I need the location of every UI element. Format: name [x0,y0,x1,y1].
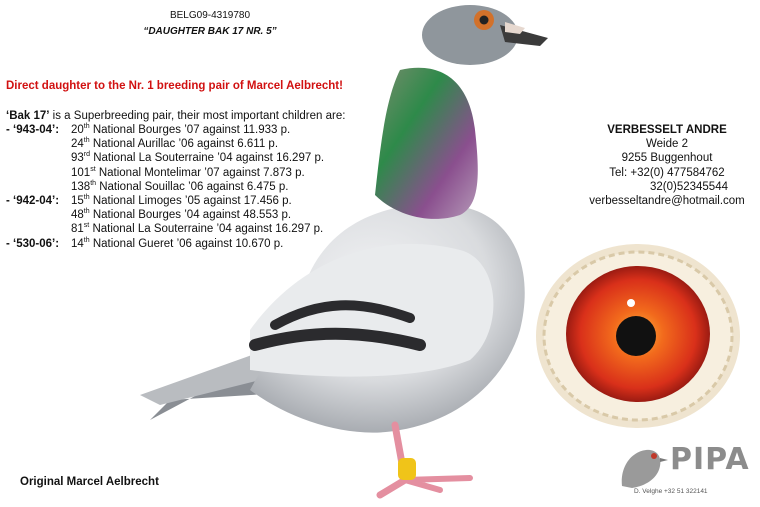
result-row [6,166,324,180]
origin-credit: Original Marcel Aelbrecht [20,476,159,488]
logo-credit: D. Velghe +32 51 322141 [634,488,708,495]
contact-block [578,123,756,208]
result-text: 93rd National La Souterraine ’04 against 16.297 p. [71,151,325,165]
street-address: Weide 2 [646,138,688,151]
phone-primary: Tel: +32(0) 477584762 [609,166,725,179]
result-code: - ‘530-06’: [6,237,60,250]
intro-line [6,110,345,122]
result-text: 20th National Bourges ’07 against 11.933 p. [71,123,291,136]
pigeon-photo [130,0,560,507]
result-code [6,151,71,165]
result-row [6,180,324,194]
pigeon-nickname: “DAUGHTER BAK 17 NR. 5” [143,26,277,37]
intro-text: is a Superbreeding pair, their most important children are: [49,110,346,122]
result-row [6,123,324,137]
result-row [6,151,324,165]
result-row [6,208,324,222]
result-code [6,208,71,222]
breeding-pair-name: ‘Bak 17’ [6,110,50,122]
eye-closeup [530,236,750,436]
headline: Direct daughter to the Nr. 1 breeding pair of Marcel Aelbrecht! [6,80,343,92]
owner-name: VERBESSELT ANDRE [607,124,727,136]
results-list [6,123,324,251]
city-address: 9255 Buggenhout [621,152,713,165]
result-text: 101st National Montelimar ’07 against 7.873 p. [71,165,305,179]
result-text: 14th National Gueret ’06 against 10.670 p. [71,236,284,250]
result-text: 138th National Souillac ’06 against 6.475 p. [71,179,289,193]
result-text: 15th National Limoges ’05 against 17.456 p. [71,194,292,208]
logo-brand: PIPA [670,442,750,477]
result-text: 81st National La Souterraine ’04 against 16.297 p. [71,222,324,236]
result-row [6,222,324,236]
result-text: 24th National Aurillac ’06 against 6.611 p. [71,137,279,151]
email-address: verbesseltandre@hotmail.com [589,195,745,208]
result-text: 48th National Bourges ’04 against 48.553 p. [71,208,292,222]
result-row [6,137,324,151]
result-code [6,180,71,194]
result-row [6,194,324,208]
result-code [6,166,71,180]
pigeon-logo-icon [610,438,670,494]
result-code: - ‘942-04’: [6,195,60,208]
result-code [6,137,71,151]
ring-number: BELG09-4319780 [169,10,251,21]
pipa-logo [610,436,756,502]
phone-secondary: 32(0)52345544 [649,180,728,193]
result-code: - ‘943-04’: [6,124,60,136]
result-code [6,222,71,236]
result-row [6,237,324,251]
